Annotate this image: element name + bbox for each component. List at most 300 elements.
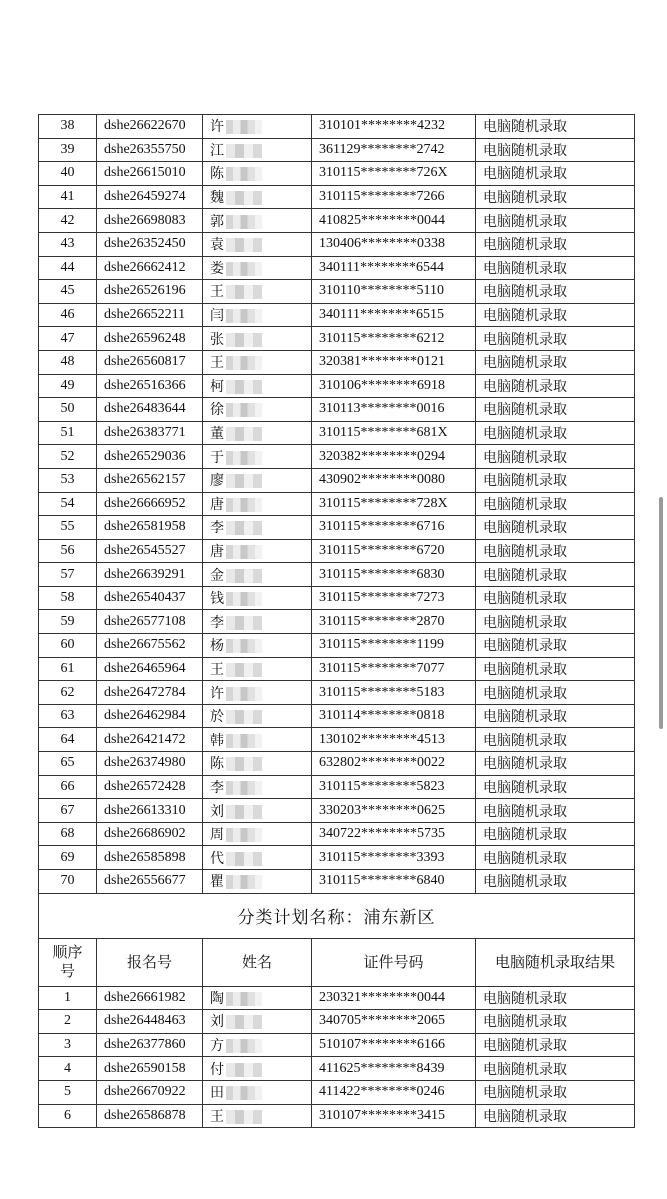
redaction-mosaic bbox=[226, 1086, 262, 1100]
admission-result-text: 电脑随机录取 bbox=[483, 990, 567, 1007]
registration-number-text: dshe26374980 bbox=[104, 755, 186, 771]
row-number-text: 6 bbox=[64, 1107, 71, 1123]
row-number-text: 54 bbox=[60, 495, 75, 511]
student-name-text: 陈 bbox=[210, 756, 224, 773]
registration-number bbox=[97, 516, 203, 540]
table2-header-row bbox=[39, 938, 635, 986]
id-number-text: 310115********5823 bbox=[319, 778, 445, 794]
id-number bbox=[312, 563, 476, 587]
student-name-text: 唐 bbox=[210, 543, 224, 560]
redaction-mosaic bbox=[226, 167, 262, 181]
registration-number bbox=[97, 775, 203, 799]
row-number-text: 64 bbox=[60, 731, 75, 747]
table-row bbox=[39, 846, 635, 870]
student-name-text: 於 bbox=[210, 709, 224, 726]
admission-result bbox=[476, 822, 635, 846]
id-number-text: 320381********0121 bbox=[319, 354, 445, 370]
student-name bbox=[203, 1057, 312, 1081]
registration-number bbox=[97, 421, 203, 445]
admission-result-text: 电脑随机录取 bbox=[483, 874, 567, 891]
row-number-text: 43 bbox=[60, 236, 75, 252]
table-row bbox=[39, 516, 635, 540]
student-name-text: 刘 bbox=[210, 1014, 224, 1031]
row-number bbox=[39, 398, 97, 422]
row-number bbox=[39, 681, 97, 705]
row-number bbox=[39, 539, 97, 563]
id-number bbox=[312, 1104, 476, 1128]
row-number bbox=[39, 350, 97, 374]
row-number bbox=[39, 610, 97, 634]
redaction-mosaic bbox=[226, 1063, 262, 1077]
admission-result bbox=[476, 398, 635, 422]
registration-number-text: dshe26581958 bbox=[104, 519, 186, 535]
admission-result bbox=[476, 492, 635, 516]
id-number bbox=[312, 704, 476, 728]
table-row bbox=[39, 775, 635, 799]
registration-number-text: dshe26448463 bbox=[104, 1013, 186, 1029]
row-number-text: 42 bbox=[60, 212, 75, 228]
row-number-text: 3 bbox=[64, 1037, 71, 1053]
student-name-text: 徐 bbox=[210, 402, 224, 419]
admission-result-text: 电脑随机录取 bbox=[483, 803, 567, 820]
registration-number-text: dshe26675562 bbox=[104, 637, 186, 653]
admission-result-text: 电脑随机录取 bbox=[483, 779, 567, 796]
table-row bbox=[39, 374, 635, 398]
redaction-mosaic bbox=[226, 120, 262, 134]
id-number-text: 310115********1199 bbox=[319, 637, 444, 653]
admission-result bbox=[476, 303, 635, 327]
redaction-mosaic bbox=[226, 262, 262, 276]
admission-result-text: 电脑随机录取 bbox=[483, 1014, 567, 1031]
row-number bbox=[39, 421, 97, 445]
id-number-text: 340111********6544 bbox=[319, 259, 444, 275]
redaction-mosaic bbox=[226, 403, 262, 417]
student-name bbox=[203, 986, 312, 1010]
id-number bbox=[312, 280, 476, 304]
table-row bbox=[39, 1033, 635, 1057]
student-name-text: 刘 bbox=[210, 803, 224, 820]
id-number bbox=[312, 138, 476, 162]
registration-number bbox=[97, 704, 203, 728]
registration-number-text: dshe26613310 bbox=[104, 802, 186, 818]
admission-result bbox=[476, 1033, 635, 1057]
student-name bbox=[203, 846, 312, 870]
id-number bbox=[312, 350, 476, 374]
table-row bbox=[39, 115, 635, 139]
registration-number-text: dshe26421472 bbox=[104, 731, 186, 747]
student-name-text: 江 bbox=[210, 142, 224, 159]
row-number bbox=[39, 634, 97, 658]
row-number-text: 62 bbox=[60, 684, 75, 700]
registration-number-text: dshe26355750 bbox=[104, 141, 186, 157]
id-number bbox=[312, 492, 476, 516]
student-name bbox=[203, 256, 312, 280]
id-number-text: 310115********728X bbox=[319, 495, 448, 511]
redaction-mosaic bbox=[226, 1110, 262, 1124]
id-number-text: 310113********0016 bbox=[319, 401, 445, 417]
admission-result-text: 电脑随机录取 bbox=[483, 331, 567, 348]
section-title: 分类计划名称：浦东新区 bbox=[39, 893, 635, 938]
registration-number bbox=[97, 586, 203, 610]
admission-result bbox=[476, 162, 635, 186]
admission-result-text: 电脑随机录取 bbox=[483, 142, 567, 159]
registration-number bbox=[97, 634, 203, 658]
admission-result bbox=[476, 445, 635, 469]
id-number-text: 411625********8439 bbox=[319, 1060, 445, 1076]
student-name-text: 董 bbox=[210, 426, 224, 443]
student-name bbox=[203, 185, 312, 209]
student-name bbox=[203, 445, 312, 469]
admission-result bbox=[476, 350, 635, 374]
registration-number-text: dshe26585898 bbox=[104, 849, 186, 865]
id-number-text: 310115********681X bbox=[319, 425, 448, 441]
id-number bbox=[312, 421, 476, 445]
row-number-text: 55 bbox=[60, 519, 75, 535]
row-number-text: 45 bbox=[60, 283, 75, 299]
redaction-mosaic bbox=[226, 569, 262, 583]
row-number bbox=[39, 138, 97, 162]
row-number-text: 49 bbox=[60, 377, 75, 393]
admission-result bbox=[476, 209, 635, 233]
admission-results-document bbox=[38, 114, 634, 1128]
registration-number-text: dshe26586878 bbox=[104, 1107, 186, 1123]
row-number bbox=[39, 799, 97, 823]
student-name bbox=[203, 586, 312, 610]
row-number-text: 69 bbox=[60, 849, 75, 865]
student-name bbox=[203, 704, 312, 728]
student-name-text: 唐 bbox=[210, 496, 224, 513]
admission-result-text: 电脑随机录取 bbox=[483, 709, 567, 726]
admission-result-text: 电脑随机录取 bbox=[483, 1061, 567, 1078]
id-number bbox=[312, 398, 476, 422]
registration-number-text: dshe26686902 bbox=[104, 826, 186, 842]
registration-number bbox=[97, 115, 203, 139]
id-number bbox=[312, 634, 476, 658]
student-name-text: 李 bbox=[210, 779, 224, 796]
student-name-text: 许 bbox=[210, 685, 224, 702]
registration-number bbox=[97, 1080, 203, 1104]
admission-result-text: 电脑随机录取 bbox=[483, 426, 567, 443]
redaction-mosaic bbox=[226, 545, 262, 559]
student-name bbox=[203, 681, 312, 705]
row-number bbox=[39, 232, 97, 256]
row-number bbox=[39, 657, 97, 681]
id-number-text: 411422********0246 bbox=[319, 1084, 445, 1100]
row-number bbox=[39, 256, 97, 280]
admission-result-text: 电脑随机录取 bbox=[483, 1108, 567, 1125]
admission-result-text: 电脑随机录取 bbox=[483, 355, 567, 372]
redaction-mosaic bbox=[226, 356, 262, 370]
registration-number bbox=[97, 986, 203, 1010]
id-number bbox=[312, 728, 476, 752]
student-name bbox=[203, 563, 312, 587]
student-name bbox=[203, 539, 312, 563]
admission-result-text: 电脑随机录取 bbox=[483, 449, 567, 466]
registration-number bbox=[97, 870, 203, 894]
registration-number-text: dshe26459274 bbox=[104, 189, 186, 205]
student-name-text: 陶 bbox=[210, 990, 224, 1007]
student-name bbox=[203, 822, 312, 846]
table-row bbox=[39, 138, 635, 162]
scrollbar[interactable] bbox=[659, 497, 663, 729]
table-row bbox=[39, 752, 635, 776]
admission-result-text: 电脑随机录取 bbox=[483, 166, 567, 183]
student-name-text: 王 bbox=[210, 284, 224, 301]
admission-result bbox=[476, 681, 635, 705]
student-name-text: 于 bbox=[210, 449, 224, 466]
table-row bbox=[39, 634, 635, 658]
registration-number bbox=[97, 138, 203, 162]
id-number-text: 410825********0044 bbox=[319, 212, 445, 228]
id-number-text: 310115********6720 bbox=[319, 542, 445, 558]
student-name bbox=[203, 374, 312, 398]
table2-body bbox=[39, 986, 635, 1128]
admission-result-text: 电脑随机录取 bbox=[483, 213, 567, 230]
student-name-text: 方 bbox=[210, 1038, 224, 1055]
redaction-mosaic bbox=[226, 781, 262, 795]
row-number-text: 2 bbox=[64, 1013, 71, 1029]
redaction-mosaic bbox=[226, 474, 262, 488]
student-name bbox=[203, 728, 312, 752]
student-name-text: 娄 bbox=[210, 260, 224, 277]
student-name bbox=[203, 634, 312, 658]
student-name-text: 杨 bbox=[210, 638, 224, 655]
table-row bbox=[39, 421, 635, 445]
student-name-text: 廖 bbox=[210, 473, 224, 490]
registration-number-text: dshe26516366 bbox=[104, 377, 186, 393]
registration-number-text: dshe26662412 bbox=[104, 259, 186, 275]
student-name-text: 李 bbox=[210, 520, 224, 537]
registration-number-text: dshe26562157 bbox=[104, 472, 186, 488]
admission-result-text: 电脑随机录取 bbox=[483, 308, 567, 325]
table-row bbox=[39, 799, 635, 823]
admission-result bbox=[476, 586, 635, 610]
registration-number bbox=[97, 1057, 203, 1081]
id-number bbox=[312, 516, 476, 540]
row-number-text: 51 bbox=[60, 425, 75, 441]
row-number bbox=[39, 1057, 97, 1081]
row-number-text: 63 bbox=[60, 708, 75, 724]
table-row bbox=[39, 232, 635, 256]
registration-number bbox=[97, 539, 203, 563]
section-row bbox=[39, 893, 635, 938]
student-name-text: 钱 bbox=[210, 591, 224, 608]
id-number-text: 361129********2742 bbox=[319, 141, 445, 157]
admission-result bbox=[476, 516, 635, 540]
registration-number-text: dshe26577108 bbox=[104, 613, 186, 629]
student-name-text: 周 bbox=[210, 827, 224, 844]
registration-number-text: dshe26661982 bbox=[104, 989, 186, 1005]
admission-result bbox=[476, 799, 635, 823]
admission-result-text: 电脑随机录取 bbox=[483, 496, 567, 513]
registration-number-text: dshe26465964 bbox=[104, 660, 186, 676]
student-name bbox=[203, 1010, 312, 1034]
student-name-text: 郭 bbox=[210, 213, 224, 230]
registration-number bbox=[97, 1010, 203, 1034]
redaction-mosaic bbox=[226, 710, 262, 724]
id-number bbox=[312, 1033, 476, 1057]
row-number bbox=[39, 185, 97, 209]
id-number bbox=[312, 1057, 476, 1081]
row-number-text: 46 bbox=[60, 307, 75, 323]
registration-number-text: dshe26540437 bbox=[104, 590, 186, 606]
row-number-text: 59 bbox=[60, 613, 75, 629]
admission-result-text: 电脑随机录取 bbox=[483, 661, 567, 678]
admission-result bbox=[476, 138, 635, 162]
registration-number bbox=[97, 1104, 203, 1128]
row-number-text: 61 bbox=[60, 660, 75, 676]
admission-result-text: 电脑随机录取 bbox=[483, 190, 567, 207]
student-name-text: 代 bbox=[210, 850, 224, 867]
table-row bbox=[39, 468, 635, 492]
redaction-mosaic bbox=[226, 734, 262, 748]
row-number bbox=[39, 327, 97, 351]
id-number bbox=[312, 209, 476, 233]
id-number-text: 310115********2870 bbox=[319, 613, 445, 629]
row-number-text: 39 bbox=[60, 141, 75, 157]
table-row bbox=[39, 256, 635, 280]
admission-result-text: 电脑随机录取 bbox=[483, 850, 567, 867]
id-number-text: 310115********3393 bbox=[319, 849, 445, 865]
admission-result bbox=[476, 115, 635, 139]
row-number-text: 67 bbox=[60, 802, 75, 818]
admission-result bbox=[476, 728, 635, 752]
row-number bbox=[39, 1104, 97, 1128]
id-number bbox=[312, 775, 476, 799]
registration-number-text: dshe26572428 bbox=[104, 778, 186, 794]
admission-result bbox=[476, 1010, 635, 1034]
registration-number bbox=[97, 492, 203, 516]
registration-number bbox=[97, 610, 203, 634]
admission-result-text: 电脑随机录取 bbox=[483, 756, 567, 773]
student-name bbox=[203, 799, 312, 823]
row-number-text: 1 bbox=[64, 989, 71, 1005]
redaction-mosaic bbox=[226, 992, 262, 1006]
redaction-mosaic bbox=[226, 592, 262, 606]
row-number bbox=[39, 870, 97, 894]
admission-table bbox=[38, 114, 635, 1128]
registration-number bbox=[97, 752, 203, 776]
student-name-text: 王 bbox=[210, 1108, 224, 1125]
id-number-text: 320382********0294 bbox=[319, 448, 445, 464]
table-row bbox=[39, 209, 635, 233]
id-number bbox=[312, 374, 476, 398]
redaction-mosaic bbox=[226, 521, 262, 535]
id-number bbox=[312, 303, 476, 327]
id-number bbox=[312, 327, 476, 351]
table-row bbox=[39, 303, 635, 327]
row-number-text: 44 bbox=[60, 259, 75, 275]
registration-number-text: dshe26622670 bbox=[104, 118, 186, 134]
row-number-text: 38 bbox=[60, 118, 75, 134]
admission-result bbox=[476, 327, 635, 351]
table-row bbox=[39, 681, 635, 705]
student-name bbox=[203, 1080, 312, 1104]
row-number-text: 4 bbox=[64, 1060, 71, 1076]
id-number-text: 130406********0338 bbox=[319, 236, 445, 252]
student-name bbox=[203, 350, 312, 374]
student-name bbox=[203, 516, 312, 540]
table-row bbox=[39, 280, 635, 304]
id-number bbox=[312, 185, 476, 209]
redaction-mosaic bbox=[226, 639, 262, 653]
admission-result-text: 电脑随机录取 bbox=[483, 732, 567, 749]
student-name bbox=[203, 775, 312, 799]
admission-result-text: 电脑随机录取 bbox=[483, 284, 567, 301]
header-no: 顺序号 bbox=[39, 938, 97, 986]
row-number-text: 58 bbox=[60, 590, 75, 606]
registration-number bbox=[97, 185, 203, 209]
row-number bbox=[39, 986, 97, 1010]
id-number-text: 310107********3415 bbox=[319, 1107, 445, 1123]
table-row bbox=[39, 610, 635, 634]
registration-number-text: dshe26666952 bbox=[104, 495, 186, 511]
admission-result-text: 电脑随机录取 bbox=[483, 591, 567, 608]
redaction-mosaic bbox=[226, 498, 262, 512]
table-row bbox=[39, 1104, 635, 1128]
student-name-text: 魏 bbox=[210, 190, 224, 207]
id-number-text: 340111********6515 bbox=[319, 307, 444, 323]
redaction-mosaic bbox=[226, 451, 262, 465]
table-row bbox=[39, 492, 635, 516]
registration-number bbox=[97, 657, 203, 681]
student-name bbox=[203, 327, 312, 351]
admission-result-text: 电脑随机录取 bbox=[483, 119, 567, 136]
registration-number-text: dshe26529036 bbox=[104, 448, 186, 464]
table-row bbox=[39, 657, 635, 681]
id-number-text: 310115********7077 bbox=[319, 660, 445, 676]
redaction-mosaic bbox=[226, 616, 262, 630]
student-name bbox=[203, 115, 312, 139]
admission-result bbox=[476, 256, 635, 280]
row-number bbox=[39, 516, 97, 540]
admission-result bbox=[476, 752, 635, 776]
row-number bbox=[39, 752, 97, 776]
id-number-text: 310115********7266 bbox=[319, 189, 445, 205]
admission-result-text: 电脑随机录取 bbox=[483, 237, 567, 254]
registration-number bbox=[97, 468, 203, 492]
row-number bbox=[39, 445, 97, 469]
admission-result bbox=[476, 563, 635, 587]
registration-number bbox=[97, 350, 203, 374]
admission-result bbox=[476, 775, 635, 799]
row-number bbox=[39, 209, 97, 233]
row-number-text: 70 bbox=[60, 873, 75, 889]
header-id: 证件号码 bbox=[312, 938, 476, 986]
id-number bbox=[312, 752, 476, 776]
admission-result-text: 电脑随机录取 bbox=[483, 473, 567, 490]
registration-number bbox=[97, 209, 203, 233]
row-number-text: 68 bbox=[60, 826, 75, 842]
row-number-text: 41 bbox=[60, 189, 75, 205]
registration-number bbox=[97, 374, 203, 398]
admission-result-text: 电脑随机录取 bbox=[483, 685, 567, 702]
admission-result bbox=[476, 986, 635, 1010]
redaction-mosaic bbox=[226, 1015, 262, 1029]
row-number bbox=[39, 728, 97, 752]
admission-result-text: 电脑随机录取 bbox=[483, 543, 567, 560]
registration-number bbox=[97, 799, 203, 823]
admission-result bbox=[476, 539, 635, 563]
id-number-text: 310115********6716 bbox=[319, 519, 445, 535]
registration-number-text: dshe26670922 bbox=[104, 1084, 186, 1100]
id-number-text: 632802********0022 bbox=[319, 755, 445, 771]
id-number bbox=[312, 822, 476, 846]
redaction-mosaic bbox=[226, 191, 262, 205]
row-number-text: 47 bbox=[60, 330, 75, 346]
id-number-text: 310114********0818 bbox=[319, 708, 445, 724]
row-number bbox=[39, 563, 97, 587]
